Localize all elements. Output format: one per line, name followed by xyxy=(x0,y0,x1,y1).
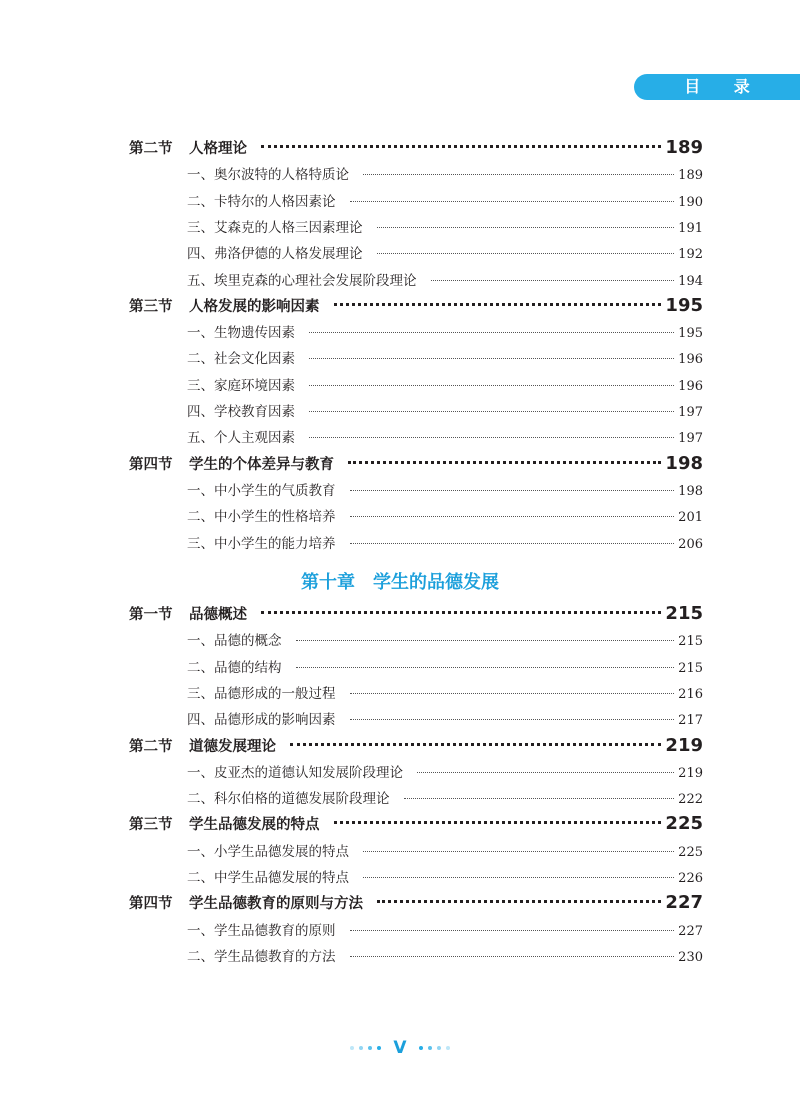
footer-dots-left xyxy=(350,1046,381,1050)
section-number: 第四节 xyxy=(129,896,173,913)
toc-section-row[interactable] xyxy=(129,295,703,316)
section-number: 第四节 xyxy=(129,456,173,473)
toc-page-number: 189 xyxy=(678,168,703,184)
toc-entry-title: 学生品德教育的原则与方法 xyxy=(189,896,363,913)
chapter-title: 学生的品德发展 xyxy=(373,572,499,593)
toc-section-row[interactable] xyxy=(129,453,703,474)
dot-leader xyxy=(309,358,674,359)
toc-page-number: 206 xyxy=(678,536,703,552)
toc-page-number: 191 xyxy=(678,220,703,236)
toc-subsection-row[interactable] xyxy=(187,945,703,965)
toc-subsection-row[interactable] xyxy=(187,242,703,262)
toc-entry-title: 人格发展的影响因素 xyxy=(189,298,320,315)
toc-section-row[interactable] xyxy=(129,813,703,834)
chapter-heading xyxy=(0,568,800,594)
toc-page-number: 195 xyxy=(665,294,703,316)
toc-entry-title: 一、生物遗传因素 xyxy=(187,325,295,342)
dot-leader xyxy=(350,930,675,931)
toc-subsection-row[interactable] xyxy=(187,532,703,552)
footer-dots-right xyxy=(419,1046,450,1050)
toc-page-number: 215 xyxy=(665,603,703,624)
toc-entry-title: 五、个人主观因素 xyxy=(187,430,295,447)
toc-page-number: 226 xyxy=(678,871,703,886)
toc-page-number: 196 xyxy=(678,352,703,368)
toc-subsection-row[interactable] xyxy=(187,866,703,886)
toc-entry-title: 二、品德的结构 xyxy=(187,659,282,676)
toc-page-number: 225 xyxy=(678,844,703,860)
toc-page-number: 196 xyxy=(678,378,703,394)
toc-subsection-row[interactable] xyxy=(187,163,703,183)
dot-leader xyxy=(334,821,662,824)
toc-entry-title: 二、中学生品德发展的特点 xyxy=(187,870,349,886)
toc-page-number: 216 xyxy=(678,686,703,702)
toc-entry-title: 学生的个体差异与教育 xyxy=(189,456,334,473)
section-number: 第三节 xyxy=(129,298,173,315)
section-number: 第三节 xyxy=(129,817,173,834)
toc-page-number: 198 xyxy=(678,483,703,499)
toc-entry-title: 一、奥尔波特的人格特质论 xyxy=(187,167,349,184)
dot-leader xyxy=(350,543,675,544)
toc-entry-title: 五、埃里克森的心理社会发展阶段理论 xyxy=(187,272,417,289)
toc-subsection-row[interactable] xyxy=(187,787,703,807)
dot-leader xyxy=(350,719,675,720)
dot-leader xyxy=(350,693,675,694)
toc-page-number: 219 xyxy=(678,765,703,781)
toc-page-number: 219 xyxy=(665,734,703,756)
dot-leader xyxy=(363,851,674,852)
toc-page-number: 195 xyxy=(678,326,703,342)
toc-page-number: 190 xyxy=(678,194,703,210)
dot-leader xyxy=(261,145,661,148)
toc-entry-title: 三、品德形成的一般过程 xyxy=(187,685,336,702)
toc-subsection-row[interactable] xyxy=(187,479,703,499)
toc-subsection-row[interactable] xyxy=(187,840,703,860)
section-number: 第二节 xyxy=(129,738,173,755)
dot-leader xyxy=(309,437,674,438)
toc-section-row[interactable] xyxy=(129,603,703,624)
toc-entry-title: 品德概述 xyxy=(189,607,247,623)
toc-header-tab: 目 录 xyxy=(634,74,800,100)
section-number: 第二节 xyxy=(129,141,173,157)
dot-leader xyxy=(417,772,674,773)
toc-entry-title: 二、学生品德教育的方法 xyxy=(187,948,336,965)
dot-leader xyxy=(350,490,675,491)
toc-page-number: 225 xyxy=(665,813,703,835)
toc-entry-title: 二、社会文化因素 xyxy=(187,351,295,368)
toc-page-number: 192 xyxy=(678,247,703,263)
toc-page-number: 230 xyxy=(678,949,703,965)
chapter-number: 第十章 xyxy=(301,572,355,593)
toc-page-number: 201 xyxy=(678,510,703,526)
toc-page-number: 227 xyxy=(678,923,703,939)
toc-section-row[interactable] xyxy=(129,137,703,158)
dot-leader xyxy=(350,516,675,517)
toc-subsection-row[interactable] xyxy=(187,216,703,236)
toc-section-row[interactable] xyxy=(129,735,703,756)
toc-section-row[interactable] xyxy=(129,892,703,913)
dot-leader xyxy=(261,611,661,614)
toc-subsection-row[interactable] xyxy=(187,505,703,525)
dot-leader xyxy=(296,667,675,668)
toc-entry-title: 人格理论 xyxy=(189,141,247,157)
dot-leader xyxy=(431,280,675,281)
toc-page-number: 215 xyxy=(678,634,703,650)
dot-leader xyxy=(309,411,674,412)
dot-leader xyxy=(363,174,674,175)
dot-leader xyxy=(350,956,675,957)
toc-entry-title: 二、科尔伯格的道德发展阶段理论 xyxy=(187,791,390,808)
toc-entry-title: 一、中小学生的气质教育 xyxy=(187,482,336,499)
toc-entry-title: 四、学校教育因素 xyxy=(187,404,295,420)
toc-entry-title: 一、品德的概念 xyxy=(187,633,282,650)
toc-entry-title: 三、艾森克的人格三因素理论 xyxy=(187,219,363,236)
toc-page-number: 217 xyxy=(678,713,703,729)
dot-leader xyxy=(377,900,661,903)
dot-leader xyxy=(296,640,675,641)
toc-entry-title: 三、中小学生的能力培养 xyxy=(187,535,336,552)
section-number: 第一节 xyxy=(129,607,173,623)
dot-leader xyxy=(334,303,662,306)
toc-subsection-row[interactable] xyxy=(187,321,703,341)
dot-leader xyxy=(363,877,674,878)
dot-leader xyxy=(309,385,674,386)
toc-page-number: 215 xyxy=(678,660,703,676)
toc-subsection-row[interactable] xyxy=(187,761,703,781)
toc-page-number: 197 xyxy=(678,405,703,420)
toc-subsection-row[interactable] xyxy=(187,919,703,939)
toc-entry-title: 二、中小学生的性格培养 xyxy=(187,509,336,526)
dot-leader xyxy=(348,461,661,464)
page-footer xyxy=(0,1038,800,1058)
dot-leader xyxy=(350,201,675,202)
dot-leader xyxy=(377,253,675,254)
toc-entry-title: 三、家庭环境因素 xyxy=(187,377,295,394)
toc-page-number: 222 xyxy=(678,792,703,808)
toc-page-number: 198 xyxy=(665,452,703,474)
toc-entry-title: 四、弗洛伊德的人格发展理论 xyxy=(187,246,363,263)
toc-subsection-row[interactable] xyxy=(187,656,703,676)
toc-page-number: 197 xyxy=(678,431,703,447)
dot-leader xyxy=(404,798,675,799)
toc-subsection-row[interactable] xyxy=(187,374,703,394)
dot-leader xyxy=(290,743,661,746)
toc-entry-title: 四、品德形成的影响因素 xyxy=(187,712,336,729)
page-number: V xyxy=(393,1038,407,1058)
toc-subsection-row[interactable] xyxy=(187,629,703,649)
toc-entry-title: 一、学生品德教育的原则 xyxy=(187,922,336,939)
toc-subsection-row[interactable] xyxy=(187,682,703,702)
toc-subsection-row[interactable] xyxy=(187,269,703,289)
toc-entry-title: 二、卡特尔的人格因素论 xyxy=(187,193,336,210)
toc-entry-title: 一、皮亚杰的道德认知发展阶段理论 xyxy=(187,764,403,781)
toc-page-number: 194 xyxy=(678,273,703,289)
toc-subsection-row[interactable] xyxy=(187,400,703,420)
toc-subsection-row[interactable] xyxy=(187,426,703,446)
toc-page-number: 227 xyxy=(665,892,703,914)
toc-subsection-row[interactable] xyxy=(187,708,703,728)
toc-subsection-row[interactable] xyxy=(187,347,703,367)
toc-subsection-row[interactable] xyxy=(187,190,703,210)
toc-entry-title: 一、小学生品德发展的特点 xyxy=(187,843,349,860)
dot-leader xyxy=(309,332,674,333)
dot-leader xyxy=(377,227,675,228)
toc-entry-title: 道德发展理论 xyxy=(189,738,276,755)
toc-entry-title: 学生品德发展的特点 xyxy=(189,817,320,834)
toc-page-number: 189 xyxy=(665,137,703,158)
